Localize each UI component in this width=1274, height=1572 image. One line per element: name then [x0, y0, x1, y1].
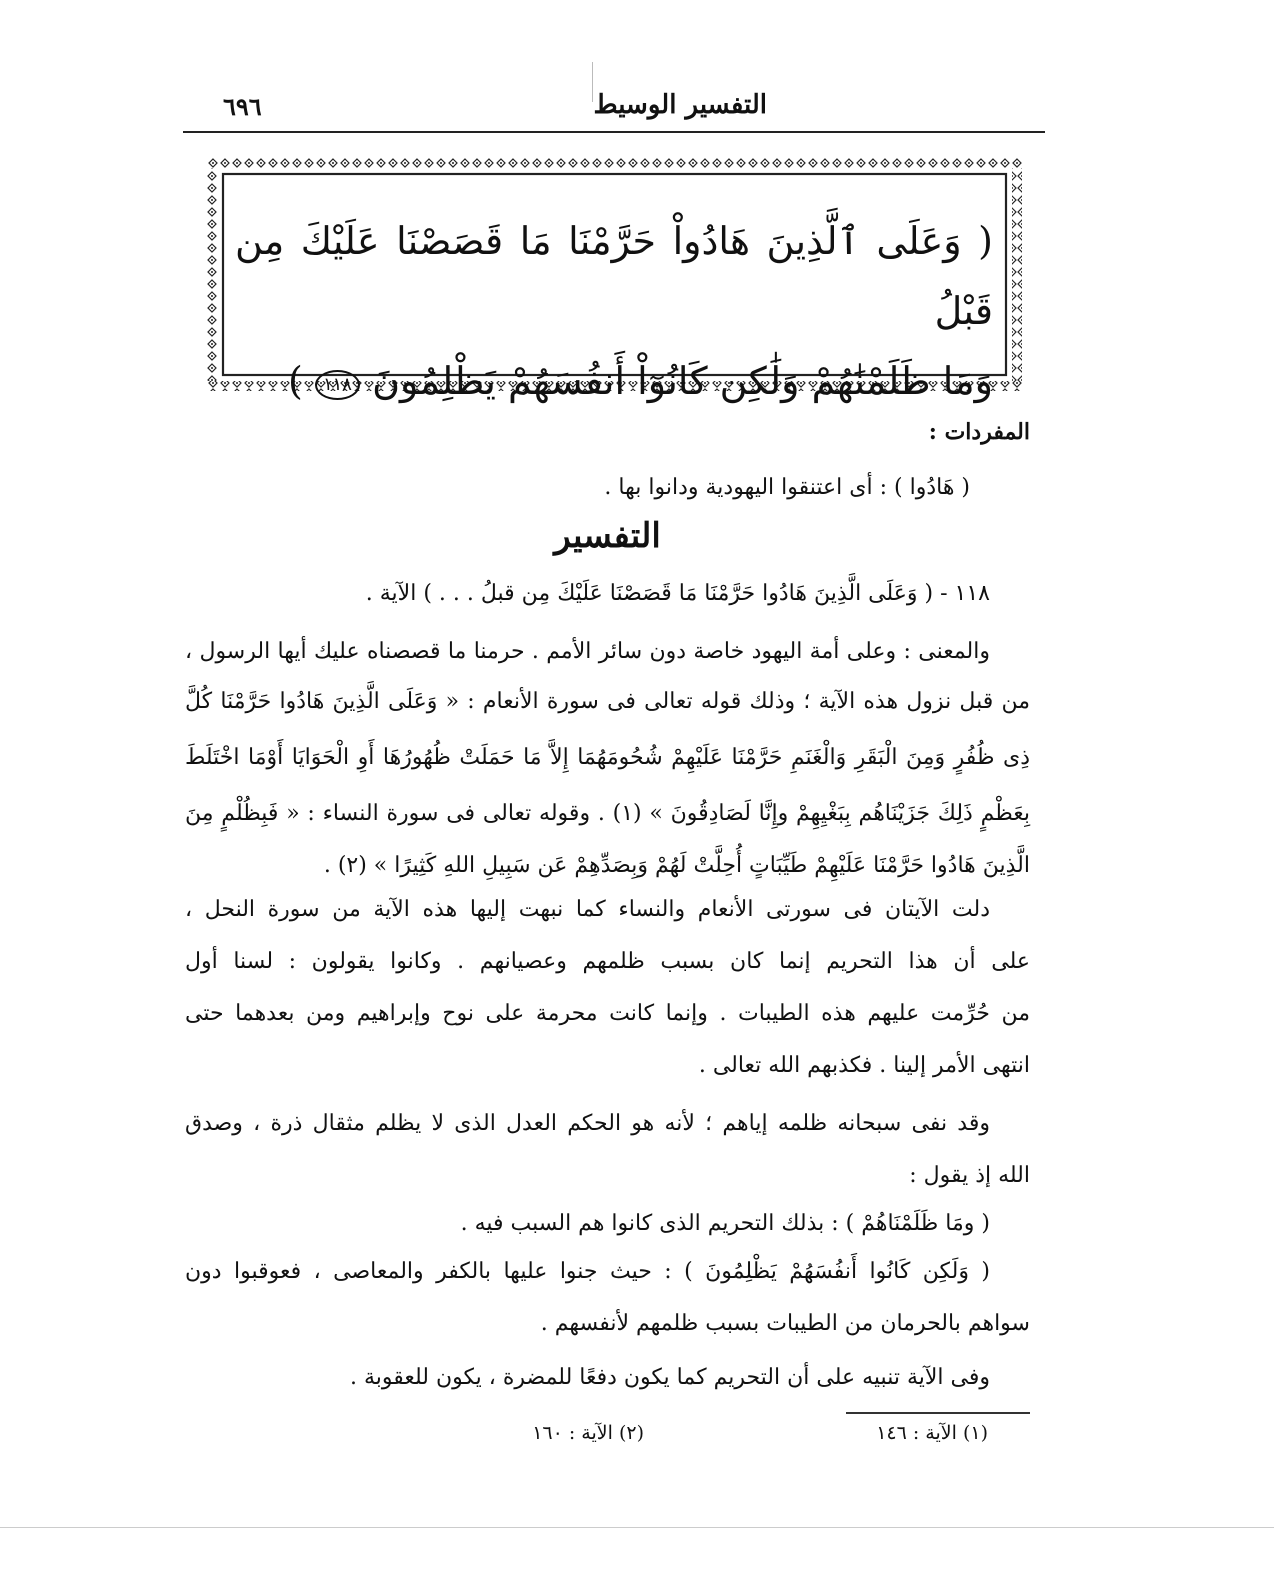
page-number: ٦٩٦	[223, 92, 262, 121]
verse-line-2	[235, 346, 993, 416]
paragraph-line: من قبل نزول هذه الآية ؛ وذلك قوله تعالى فى سورة الأنعام : « وَعَلَى الَّذِينَ هَادُوا حَرَّمْنَا كُلَّ	[185, 689, 1030, 714]
paragraph-line: من حُرِّمت عليهم هذه الطيبات . وإنما كانت محرمة على نوح وإبراهيم ومن بعدهما حتى	[185, 1001, 1030, 1026]
running-title: التفسير الوسيط	[593, 90, 767, 120]
paragraph-line: ١١٨ - ( وَعَلَى الَّذِينَ هَادُوا حَرَّمْنَا مَا قَصَصْنَا عَلَيْكَ مِن قبلُ . . . ) الآية .	[365, 581, 990, 606]
paragraph-line: سواهم بالحرمان من الطيبات بسبب ظلمهم لأنفسهم .	[540, 1311, 1030, 1336]
footnote-2: (٢) الآية : ١٦٠	[532, 1422, 644, 1444]
footnote-rule	[846, 1412, 1030, 1414]
verse-frame	[207, 158, 1022, 403]
paragraph-line: وقد نفى سبحانه ظلمه إياهم ؛ لأنه هو الحكم العدل الذى لا يظلم مثقال ذرة ، وصدق	[185, 1111, 990, 1136]
paragraph-line: ( وَلَكِن كَانُوا أَنفُسَهُمْ يَظْلِمُونَ ) : حيث جنوا عليها بالكفر والمعاصى ، فعوقبوا دون	[185, 1259, 990, 1284]
verse-number: ١١٨	[315, 370, 360, 400]
verse-line-2-text: وَمَا ظَلَمْنَٰهُمْ وَلَٰكِن كَانُوٓاْ أَنفُسَهُمْ يَظْلِمُونَ	[372, 359, 993, 403]
paragraph-line: الله إذ يقول :	[909, 1163, 1030, 1188]
vocab-heading-text: المفردات :	[928, 419, 1030, 445]
vocab-heading	[185, 412, 1030, 452]
paragraph-line: انتهى الأمر إلينا . فكذبهم الله تعالى .	[698, 1053, 1030, 1078]
page-header	[183, 88, 1045, 126]
section-heading	[185, 512, 1030, 560]
paragraph-line: والمعنى : وعلى أمة اليهود خاصة دون سائر الأمم . حرمنا ما قصصناه عليك أيها الرسول ،	[185, 639, 990, 664]
paragraph-line: ذِى ظُفُرٍ وَمِنَ الْبَقَرِ وَالْغَنَمِ حَرَّمْنَا عَلَيْهِمْ شُحُومَهُمَا إِلاَّ مَا حَمَلَتْ ظُهُورُهَا أَوِ الْحَوَايَا أَوْمَا اخْتَلَطَ	[185, 745, 1030, 770]
scan-edge	[0, 1527, 1274, 1528]
quran-verse	[235, 206, 993, 416]
section-heading-text: التفسير	[554, 516, 661, 556]
paragraph-line: ( ومَا ظَلَمْنَاهُمْ ) : بذلك التحريم الذى كانوا هم السبب فيه .	[460, 1211, 990, 1236]
paragraph-line: على أن هذا التحريم إنما كان بسبب ظلمهم وعصيانهم . وكانوا يقولون : لسنا أول	[185, 949, 1030, 974]
verse-line-1: ( وَعَلَى ٱلَّذِينَ هَادُواْ حَرَّمْنَا مَا قَصَصْنَا عَلَيْكَ مِن قَبْلُ	[235, 219, 993, 333]
footnote-1: (١) الآية : ١٤٦	[876, 1422, 988, 1444]
paragraph-line: بِعَظْمٍ ذَلِكَ جَزَيْنَاهُم بِبَغْيِهِمْ وإِنَّا لَصَادِقُونَ » (١) . وقوله تعالى فى سورة النساء : « فَبِظُلْمٍ مِنَ	[185, 801, 1031, 826]
header-rule	[183, 131, 1045, 133]
paragraph-line: الَّذِينَ هَادُوا حَرَّمْنَا عَلَيْهِمْ طَيِّبَاتٍ أُحِلَّتْ لَهُمْ وَبِصَدِّهِمْ عَن سَبِيلِ اللهِ كَثِيرًا » (٢) .	[323, 853, 1030, 878]
vocab-entry: ( هَادُوا ) : أى اعتنقوا اليهودية ودانوا بها .	[604, 475, 970, 500]
paragraph-line: دلت الآيتان فى سورتى الأنعام والنساء كما نبهت إليها هذه الآية من سورة النحل ،	[185, 897, 990, 922]
paragraph-line: وفى الآية تنبيه على أن التحريم كما يكون دفعًا للمضرة ، يكون للعقوبة .	[349, 1365, 990, 1390]
verse-closing: )	[288, 359, 303, 403]
